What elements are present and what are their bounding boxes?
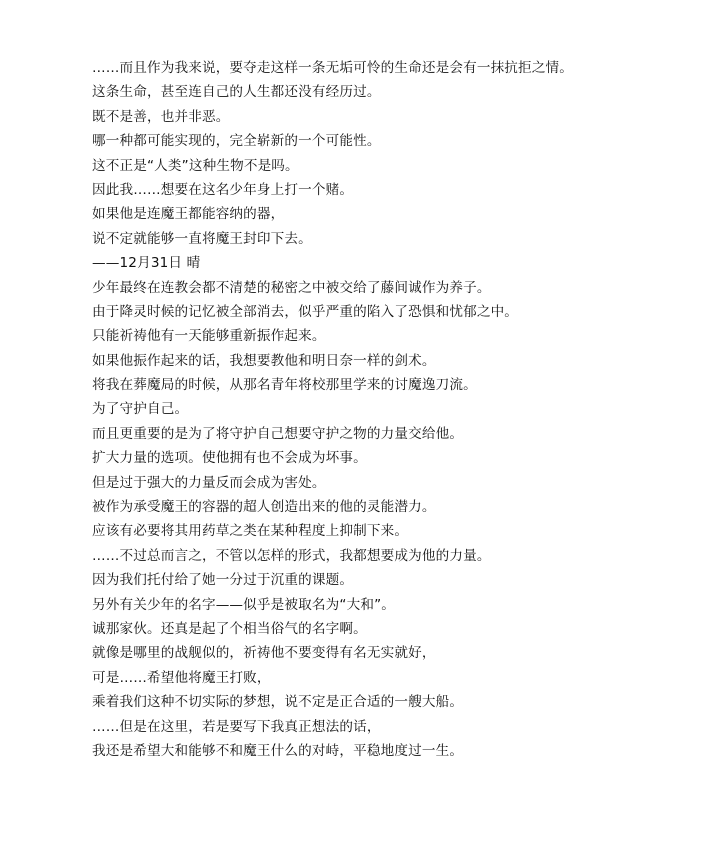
text-line: ……而且作为我来说，要夺走这样一条无垢可怜的生命还是会有一抹抗拒之情。 bbox=[92, 60, 574, 76]
text-line: 因此我……想要在这名少年身上打一个赌。 bbox=[92, 181, 354, 198]
text-line: ……不过总而言之，不管以怎样的形式，我都想要成为他的力量。 bbox=[92, 547, 491, 564]
text-line: 另外有关少年的名字——似乎是被取名为“大和”。 bbox=[92, 596, 396, 613]
text-line: 只能祈祷他有一天能够重新振作起来。 bbox=[92, 328, 326, 345]
text-line: 这不正是“人类”这种生物不是吗。 bbox=[92, 157, 299, 174]
text-line: 说不定就能够一直将魔王封印下去。 bbox=[92, 230, 312, 247]
text-line: ……但是在这里，若是要写下我真正想法的话， bbox=[92, 718, 381, 735]
text-line: 由于降灵时候的记忆被全部消去，似乎严重的陷入了恐惧和忧郁之中。 bbox=[92, 303, 519, 320]
diary-date-heading: ——12月31日 晴 bbox=[92, 255, 201, 272]
text-line: 为了守护自己。 bbox=[92, 401, 189, 418]
text-line: 诚那家伙。还真是起了个相当俗气的名字啊。 bbox=[92, 620, 367, 637]
text-line: 哪一种都可能实现的，完全崭新的一个可能性。 bbox=[92, 133, 381, 150]
text-line: 被作为承受魔王的容器的超人创造出来的他的灵能潜力。 bbox=[92, 499, 436, 516]
text-line: 可是……希望他将魔王打败， bbox=[92, 669, 271, 686]
text-line: 就像是哪里的战舰似的，祈祷他不要变得有名无实就好， bbox=[92, 645, 436, 662]
text-line: 乘着我们这种不切实际的梦想，说不定是正合适的一艘大船。 bbox=[92, 694, 464, 711]
text-line: 少年最终在连教会都不清楚的秘密之中被交给了藤间诚作为养子。 bbox=[92, 279, 491, 296]
text-line: 应该有必要将其用药草之类在某种程度上抑制下来。 bbox=[92, 523, 409, 540]
text-line: 扩大力量的选项。使他拥有也不会成为坏事。 bbox=[92, 450, 367, 467]
text-line: 而且更重要的是为了将守护自己想要守护之物的力量交给他。 bbox=[92, 425, 464, 442]
text-line: 我还是希望大和能够不和魔王什么的对峙，平稳地度过一生。 bbox=[92, 742, 464, 759]
text-line: 如果他是连魔王都能容纳的器， bbox=[92, 206, 285, 223]
document-body bbox=[92, 56, 692, 763]
text-line: 如果他振作起来的话，我想要教他和明日奈一样的剑术。 bbox=[92, 352, 436, 369]
text-line: 将我在葬魔局的时候，从那名青年将校那里学来的讨魔逸刀流。 bbox=[92, 377, 477, 394]
text-line: 因为我们托付给了她一分过于沉重的课题。 bbox=[92, 572, 354, 589]
text-line: 但是过于强大的力量反而会成为害处。 bbox=[92, 474, 326, 491]
text-line: 既不是善，也并非恶。 bbox=[92, 108, 230, 125]
text-line: 这条生命，甚至连自己的人生都还没有经历过。 bbox=[92, 84, 381, 101]
